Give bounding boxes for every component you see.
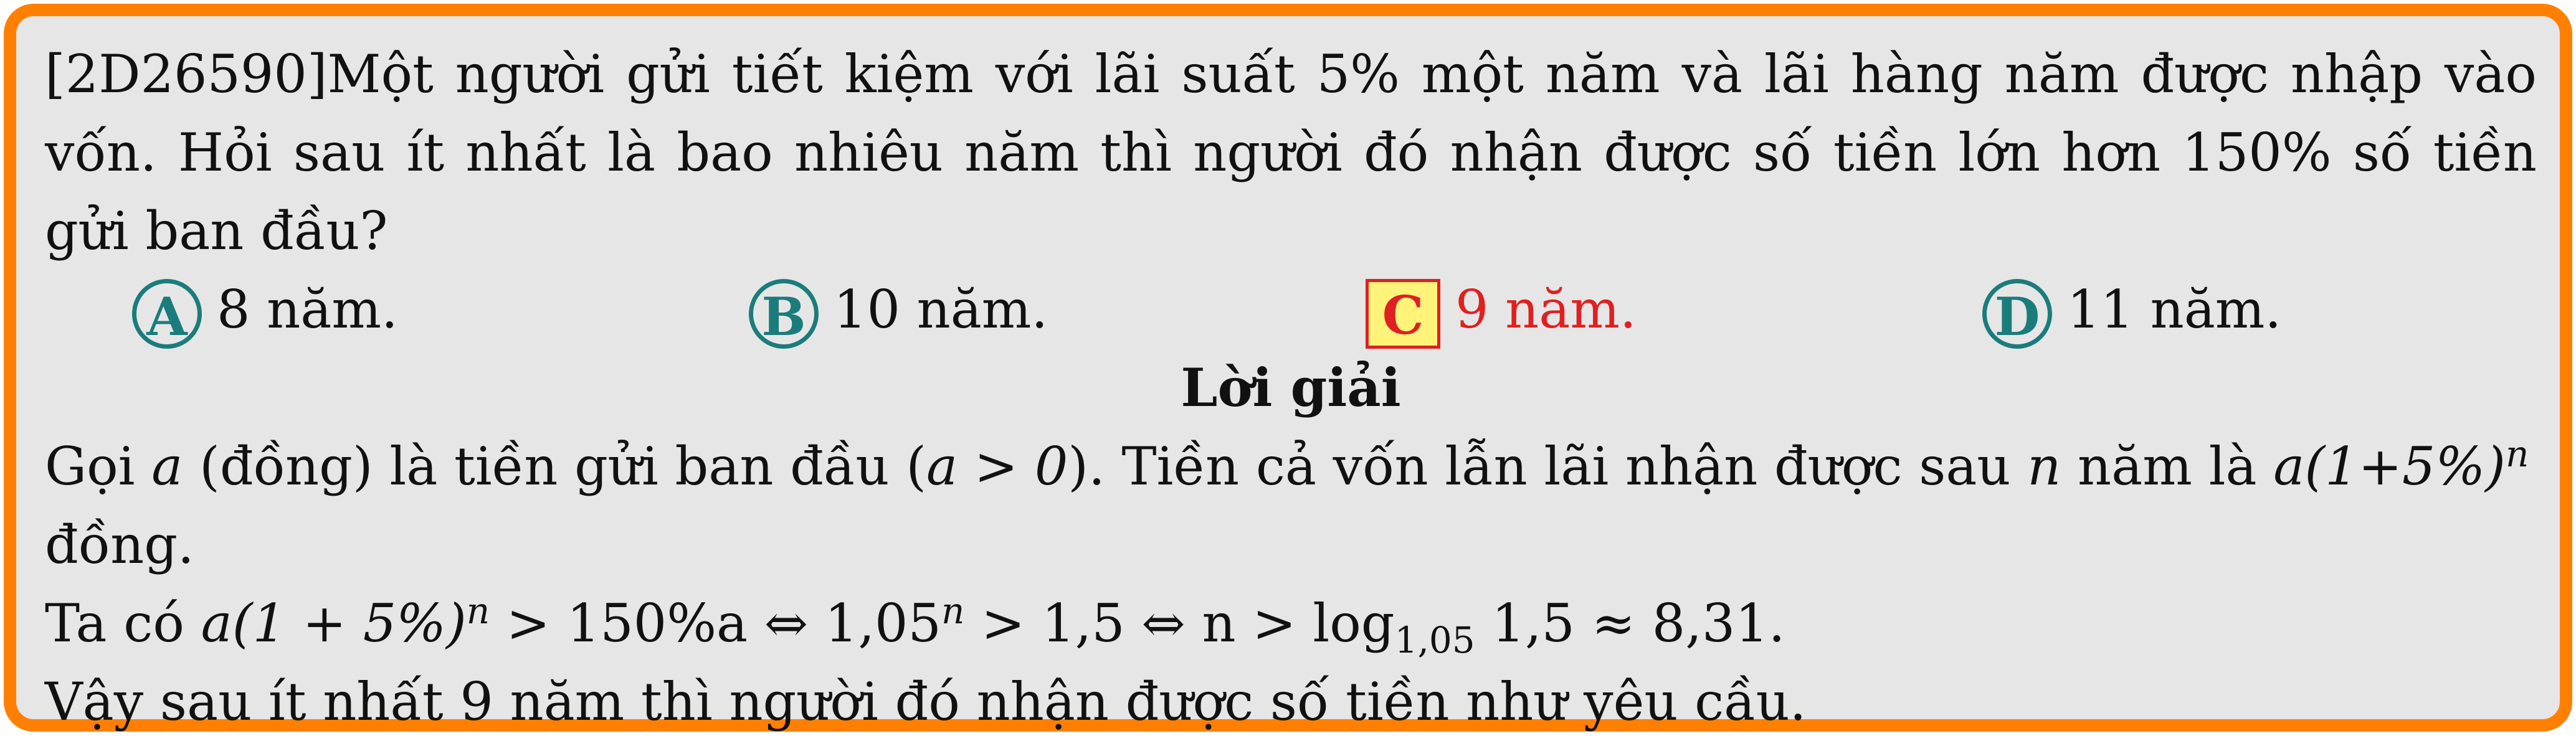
card-content xyxy=(45,35,2537,741)
choice-a-text: 8 năm. xyxy=(217,279,398,340)
question-text: [2D26590]Một người gửi tiết kiệm với lãi suất 5% một năm và lãi hàng năm được nhập vào vốn. Hỏi sau ít nhất là bao nhiêu năm thì người đó nhận được số tiền lớn hơn 150% số tiền gửi ban đầu? xyxy=(45,44,2537,262)
choice-c-letter: C xyxy=(1366,279,1440,349)
sol-p1-expr: a(1+5%) xyxy=(2273,436,2506,497)
solution-paragraph-3: Vậy sau ít nhất 9 năm thì người đó nhận được số tiền như yêu cầu. xyxy=(45,671,1807,732)
question-card xyxy=(4,4,2572,732)
solution-paragraph-1 xyxy=(45,427,2537,584)
sol-p2-sub: 1,05 xyxy=(1394,618,1475,661)
sol-p1-b: (đồng) là tiền gửi ban đầu ( xyxy=(199,436,926,497)
sol-p2-d: 1,5 ≈ 8,31. xyxy=(1491,593,1785,654)
choice-b-text: 10 năm. xyxy=(834,279,1048,340)
sol-p1-n: n xyxy=(2027,436,2061,497)
solution-title: Lời giải xyxy=(1181,357,1401,418)
choice-d-text: 11 năm. xyxy=(2067,279,2282,340)
choices-row xyxy=(45,270,2537,349)
sol-p1-a: Gọi xyxy=(45,436,135,497)
sol-p1-var: a xyxy=(151,436,183,497)
sol-p1-exp: n xyxy=(2505,433,2529,475)
choice-a-letter: A xyxy=(132,279,202,349)
sol-p1-d: năm là xyxy=(2078,436,2257,497)
choice-c-text: 9 năm. xyxy=(1455,279,1637,340)
sol-p1-cond: a > 0 xyxy=(926,436,1068,497)
choice-b[interactable] xyxy=(749,270,1048,349)
sol-p2-b: > 150%a ⇔ 1,05 xyxy=(506,593,941,654)
choice-d-letter: D xyxy=(1982,279,2052,349)
choice-b-letter: B xyxy=(749,279,819,349)
choice-d[interactable] xyxy=(1982,270,2281,349)
sol-p2-c: > 1,5 ⇔ n > log xyxy=(981,593,1395,654)
choice-c[interactable] xyxy=(1366,270,1637,349)
sol-p2-expr1: a(1 + 5%) xyxy=(201,593,467,654)
choice-a[interactable] xyxy=(132,270,398,349)
sol-p2-a: Ta có xyxy=(45,593,184,654)
sol-p1-c: ). Tiền cả vốn lẫn lãi nhận được sau xyxy=(1068,436,2011,497)
sol-p2-exp1: n xyxy=(466,590,490,632)
sol-p1-e: đồng. xyxy=(45,514,194,575)
sol-p2-exp2: n xyxy=(941,590,965,632)
solution-paragraph-2 xyxy=(45,584,2537,663)
